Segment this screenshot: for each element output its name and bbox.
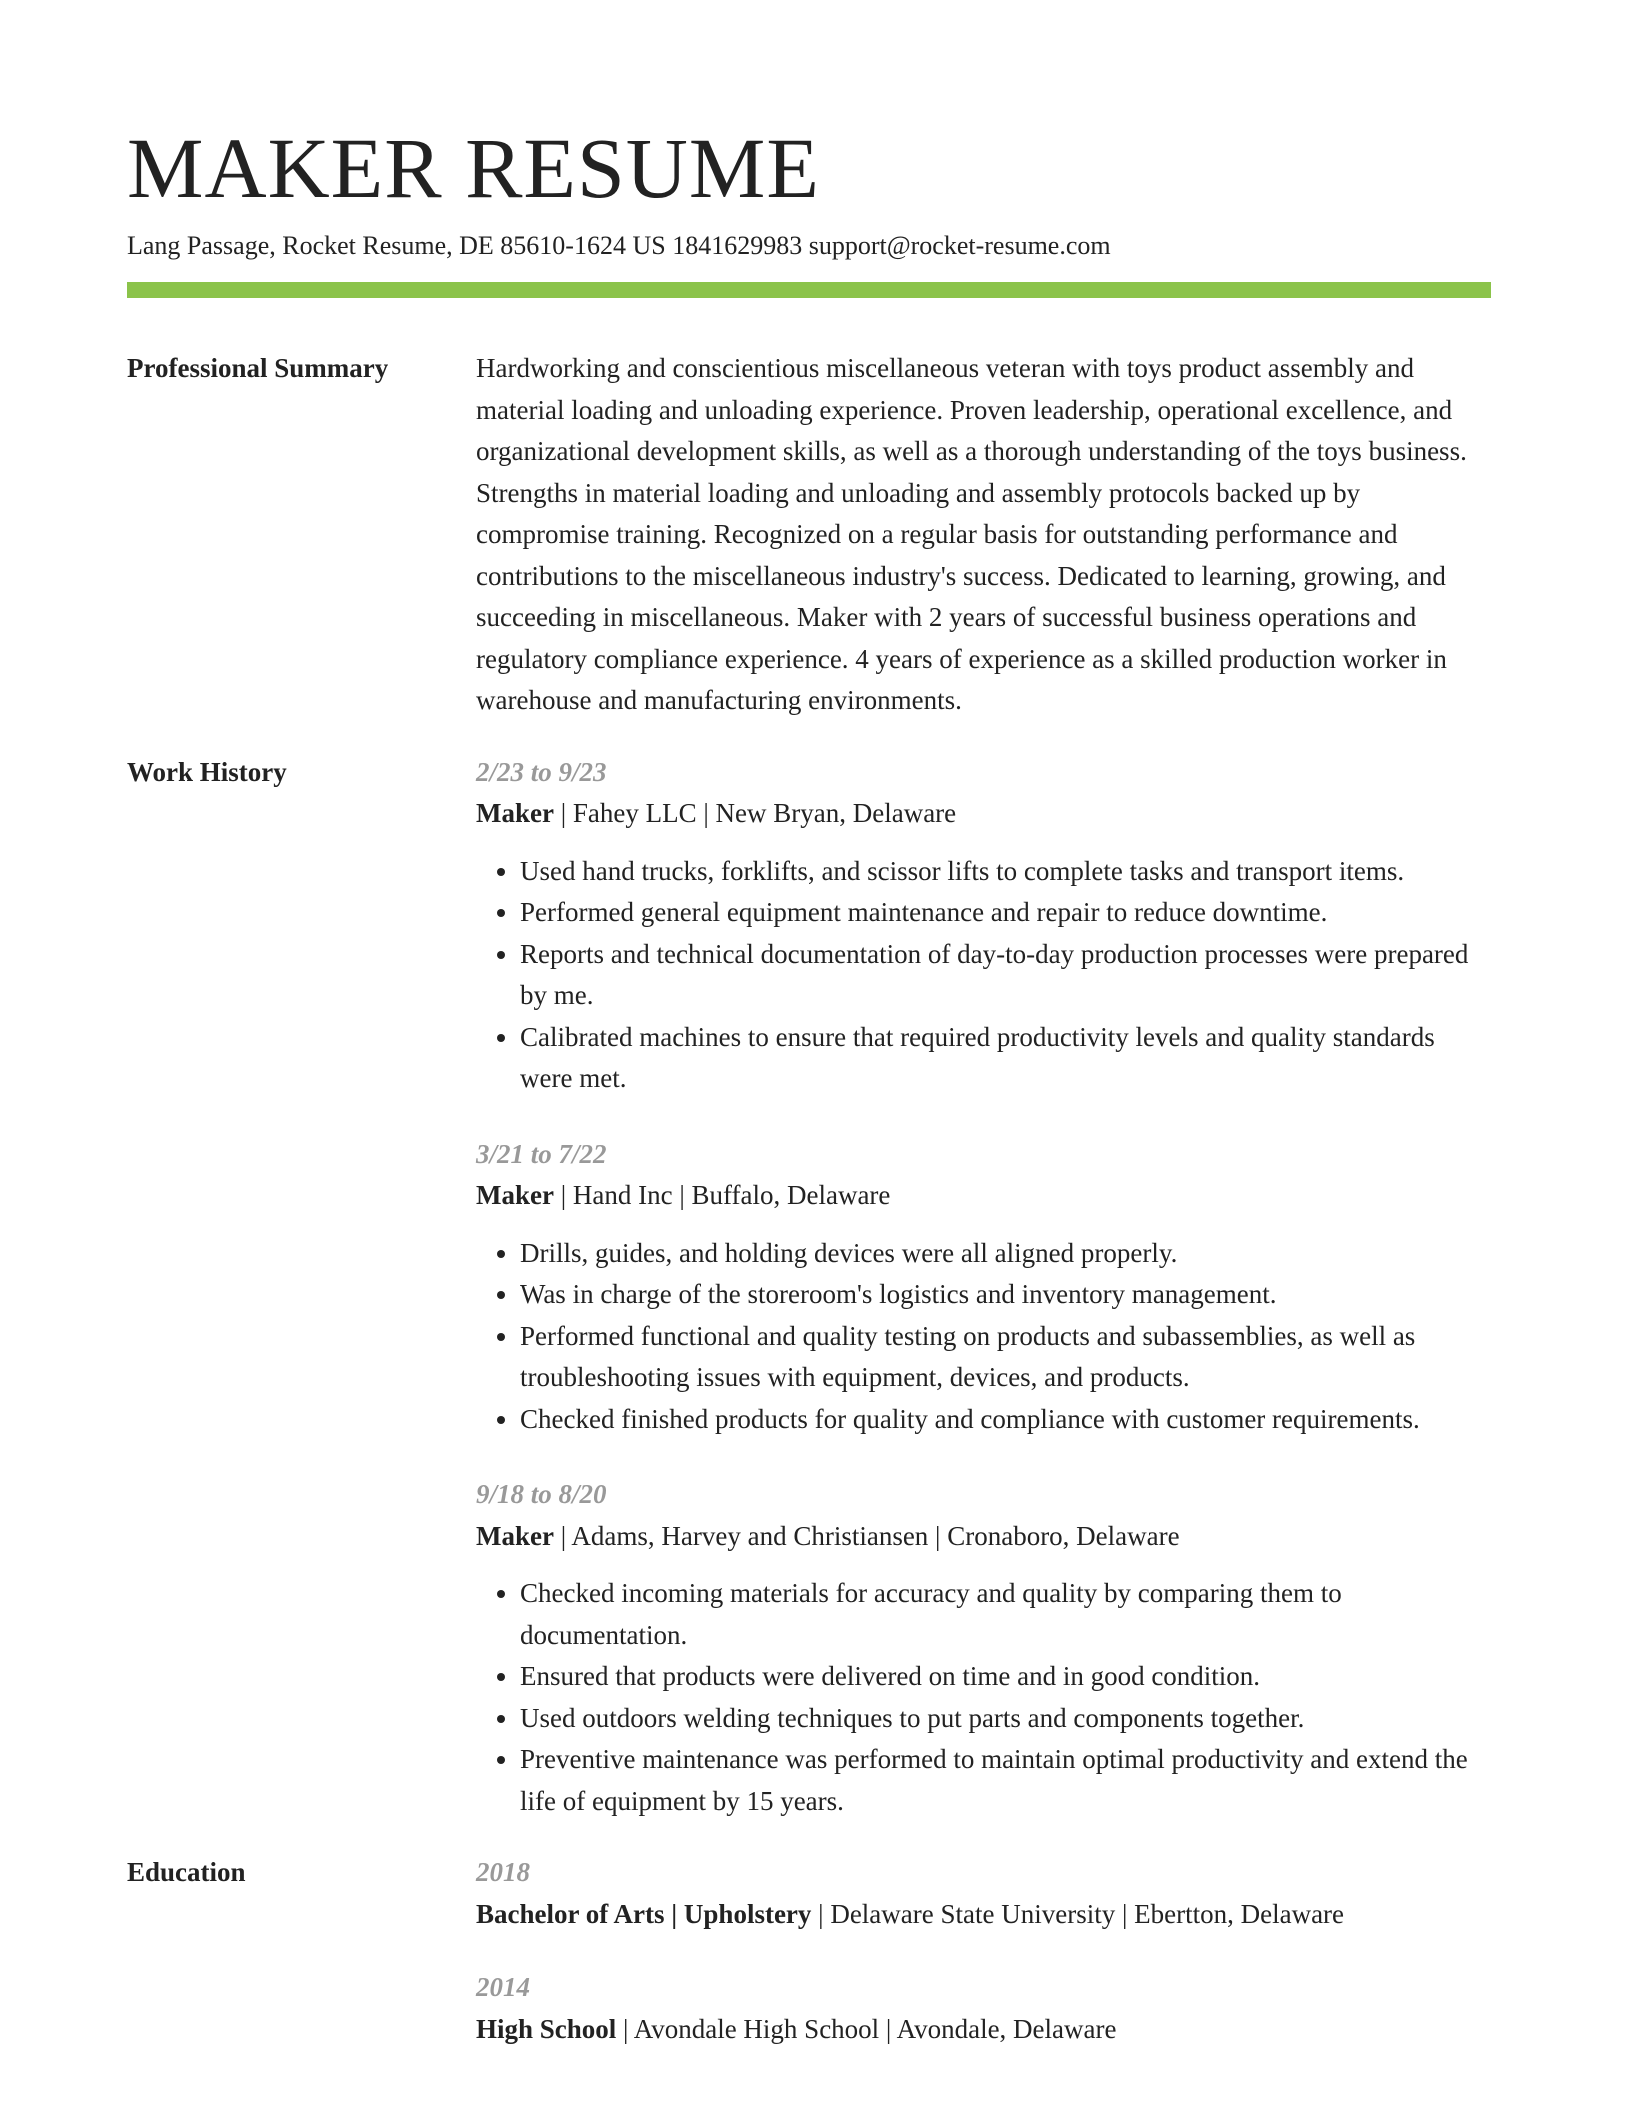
job-date: 2/23 to 9/23 xyxy=(476,756,607,787)
list-item: • Was in charge of the storeroom's logistics and inventory management. xyxy=(520,1274,1491,1316)
summary-text: Hardworking and conscientious miscellaneous veteran with toys product assembly and material loading and unloading experience. Proven leadership, operational excellence, and organizational development skills, as well as a thorough understanding of the toys business. Strengths in material loading and unloading and assembly protocols backed up by compromise training. Recognized on a regular basis for outstanding performance and contributions to the miscellaneous industry's success. Dedicated to learning, growing, and succeeding in miscellaneous. Maker with 2 years of successful business operations and regulatory compliance experience. 4 years of experience as a skilled production worker in warehouse and manufacturing environments. xyxy=(476,353,1467,715)
section-body xyxy=(476,752,1491,1823)
job-date: 3/21 to 7/22 xyxy=(476,1138,607,1169)
job-role: Maker xyxy=(476,1180,554,1210)
job-heading xyxy=(476,793,1491,835)
job-heading xyxy=(476,1175,1491,1217)
job-bullets xyxy=(476,1573,1491,1822)
education-entry xyxy=(476,1967,1491,2050)
section-body xyxy=(476,348,1491,722)
contact-line: Lang Passage, Rocket Resume, DE 85610-1624 US 1841629983 support@rocket-resume.com xyxy=(127,231,1111,260)
list-item: • Calibrated machines to ensure that required productivity levels and quality standards were met. xyxy=(520,1017,1491,1100)
education-heading xyxy=(476,1894,1491,1936)
list-item: • Ensured that products were delivered on time and in good condition. xyxy=(520,1656,1491,1698)
job-heading xyxy=(476,1516,1491,1558)
education-school: | Avondale High School | Avondale, Delaware xyxy=(616,2013,1117,2044)
job-company: | Fahey LLC | New Bryan, Delaware xyxy=(553,798,957,828)
summary-section xyxy=(127,348,1491,722)
list-item: • Drills, guides, and holding devices were all aligned properly. xyxy=(520,1233,1491,1275)
education-school: | Delaware State University | Ebertton, Delaware xyxy=(811,1898,1345,1929)
education-entry xyxy=(476,1852,1491,1935)
education-heading xyxy=(476,2009,1491,2051)
list-item: • Performed general equipment maintenance and repair to reduce downtime. xyxy=(520,892,1491,934)
job-entry xyxy=(476,1474,1491,1822)
job-role: Maker xyxy=(476,1520,554,1551)
list-item: • Reports and technical documentation of day-to-day production processes were prepared by me. xyxy=(520,934,1491,1017)
education-section xyxy=(127,1852,1491,2050)
job-date: 9/18 to 8/20 xyxy=(476,1479,607,1509)
header-divider xyxy=(127,282,1491,298)
section-title: Work History xyxy=(127,756,287,787)
list-item: • Performed functional and quality testing on products and subassemblies, as well as troubleshooting issues with equipment, devices, and products. xyxy=(520,1316,1491,1399)
education-date: 2014 xyxy=(476,1972,530,2002)
list-item: • Used outdoors welding techniques to put parts and components together. xyxy=(520,1698,1491,1740)
list-item: • Preventive maintenance was performed to maintain optimal productivity and extend the life of equipment by 15 years. xyxy=(520,1739,1491,1822)
job-entry xyxy=(476,1134,1491,1441)
job-role: Maker xyxy=(476,798,554,828)
job-bullets xyxy=(476,851,1491,1100)
section-title: Education xyxy=(127,1857,246,1887)
work-history-section xyxy=(127,752,1491,1823)
job-bullets xyxy=(476,1233,1491,1441)
list-item: • Checked incoming materials for accuracy and quality by comparing them to documentation. xyxy=(520,1573,1491,1656)
list-item: • Used hand trucks, forklifts, and scissor lifts to complete tasks and transport items. xyxy=(520,851,1491,893)
education-degree: High School xyxy=(476,2013,617,2044)
section-title: Professional Summary xyxy=(127,353,389,383)
resume-name: MAKER RESUME xyxy=(127,120,820,216)
list-item: • Checked finished products for quality and compliance with customer requirements. xyxy=(520,1399,1491,1441)
job-entry xyxy=(476,752,1491,1100)
education-degree: Bachelor of Arts | Upholstery xyxy=(476,1898,812,1929)
resume-page xyxy=(127,118,1491,2050)
education-date: 2018 xyxy=(476,1857,530,1887)
section-body xyxy=(476,1852,1491,2050)
job-company: | Adams, Harvey and Christiansen | Cronaboro, Delaware xyxy=(553,1520,1180,1551)
job-company: | Hand Inc | Buffalo, Delaware xyxy=(553,1180,891,1210)
